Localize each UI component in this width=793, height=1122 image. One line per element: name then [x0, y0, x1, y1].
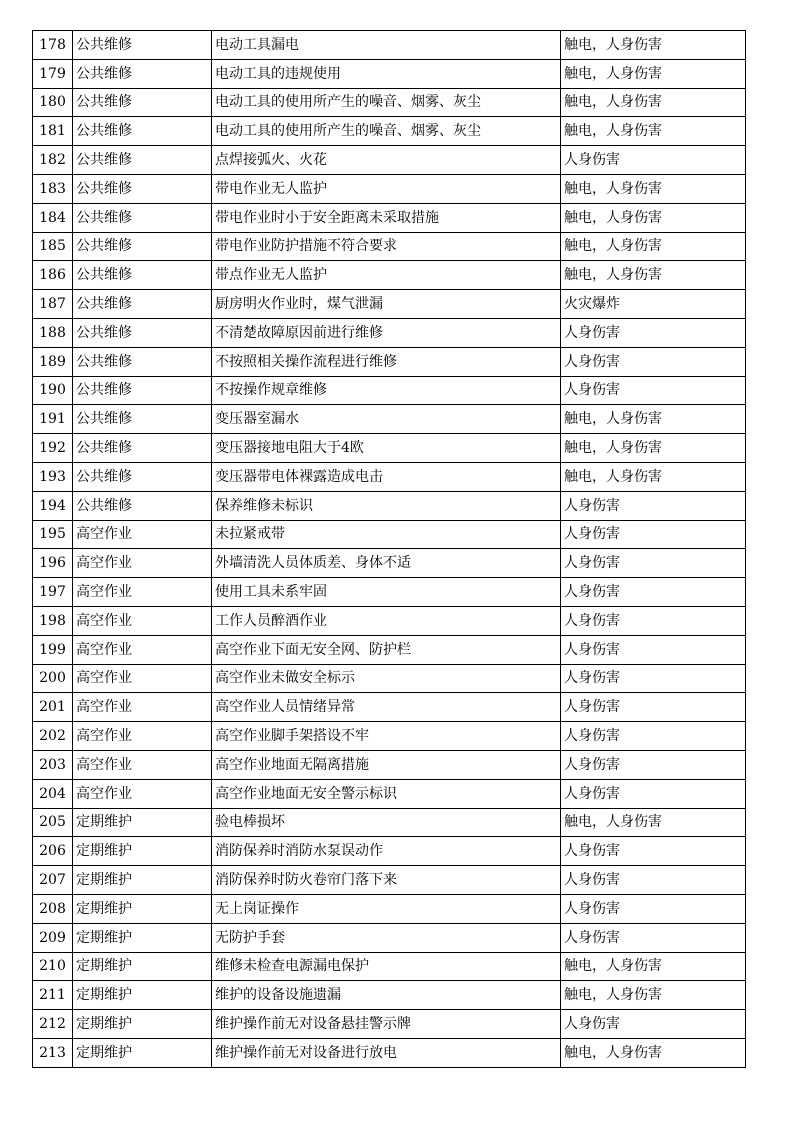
consequence-cell: 人身伤害	[561, 520, 746, 549]
row-number-cell: 196	[33, 549, 73, 578]
consequence-cell: 人身伤害	[561, 779, 746, 808]
table-row	[33, 664, 746, 693]
row-number-cell: 187	[33, 290, 73, 319]
table-row	[33, 117, 746, 146]
hazard-description-cell: 保养维修未标识	[212, 491, 561, 520]
consequence-cell: 人身伤害	[561, 376, 746, 405]
consequence-cell: 人身伤害	[561, 347, 746, 376]
table-row	[33, 31, 746, 60]
consequence-cell: 触电，人身伤害	[561, 59, 746, 88]
consequence-cell: 人身伤害	[561, 635, 746, 664]
category-cell: 公共维修	[73, 203, 212, 232]
category-cell: 公共维修	[73, 146, 212, 175]
table-row	[33, 722, 746, 751]
row-number-cell: 205	[33, 808, 73, 837]
row-number-cell: 181	[33, 117, 73, 146]
hazard-description-cell: 带电作业防护措施不符合要求	[212, 232, 561, 261]
row-number-cell: 194	[33, 491, 73, 520]
hazard-description-cell: 电动工具的使用所产生的噪音、烟雾、灰尘	[212, 117, 561, 146]
hazard-description-cell: 外墙清洗人员体质差、身体不适	[212, 549, 561, 578]
row-number-cell: 180	[33, 88, 73, 117]
consequence-cell: 触电，人身伤害	[561, 174, 746, 203]
row-number-cell: 197	[33, 578, 73, 607]
category-cell: 定期维护	[73, 1010, 212, 1039]
hazard-description-cell: 无上岗证操作	[212, 894, 561, 923]
row-number-cell: 213	[33, 1038, 73, 1067]
consequence-cell: 人身伤害	[561, 578, 746, 607]
hazard-description-cell: 高空作业未做安全标示	[212, 664, 561, 693]
row-number-cell: 182	[33, 146, 73, 175]
hazard-description-cell: 工作人员醉酒作业	[212, 606, 561, 635]
hazard-description-cell: 厨房明火作业时，煤气泄漏	[212, 290, 561, 319]
hazard-description-cell: 验电棒损坏	[212, 808, 561, 837]
table-row	[33, 59, 746, 88]
table-row	[33, 837, 746, 866]
consequence-cell: 人身伤害	[561, 549, 746, 578]
hazard-description-cell: 维护操作前无对设备进行放电	[212, 1038, 561, 1067]
row-number-cell: 190	[33, 376, 73, 405]
hazard-description-cell: 带电作业时小于安全距离未采取措施	[212, 203, 561, 232]
hazard-description-cell: 电动工具的使用所产生的噪音、烟雾、灰尘	[212, 88, 561, 117]
table-row	[33, 549, 746, 578]
category-cell: 公共维修	[73, 290, 212, 319]
table-row	[33, 981, 746, 1010]
table-row	[33, 290, 746, 319]
table-row	[33, 1038, 746, 1067]
hazard-description-cell: 维护操作前无对设备悬挂警示牌	[212, 1010, 561, 1039]
table-row	[33, 491, 746, 520]
consequence-cell: 人身伤害	[561, 606, 746, 635]
row-number-cell: 210	[33, 952, 73, 981]
hazard-description-cell: 电动工具漏电	[212, 31, 561, 60]
category-cell: 定期维护	[73, 894, 212, 923]
hazard-description-cell: 高空作业地面无安全警示标识	[212, 779, 561, 808]
table-row	[33, 635, 746, 664]
consequence-cell: 人身伤害	[561, 693, 746, 722]
table-row	[33, 405, 746, 434]
hazard-description-cell: 高空作业下面无安全网、防护栏	[212, 635, 561, 664]
row-number-cell: 206	[33, 837, 73, 866]
category-cell: 公共维修	[73, 462, 212, 491]
consequence-cell: 触电，人身伤害	[561, 808, 746, 837]
hazard-description-cell: 维修未检查电源漏电保护	[212, 952, 561, 981]
consequence-cell: 触电，人身伤害	[561, 405, 746, 434]
table-row	[33, 520, 746, 549]
table-row	[33, 376, 746, 405]
row-number-cell: 202	[33, 722, 73, 751]
consequence-cell: 人身伤害	[561, 923, 746, 952]
hazard-description-cell: 高空作业人员情绪异常	[212, 693, 561, 722]
table-row	[33, 261, 746, 290]
table-row	[33, 203, 746, 232]
row-number-cell: 184	[33, 203, 73, 232]
category-cell: 高空作业	[73, 693, 212, 722]
hazard-description-cell: 带点作业无人监护	[212, 261, 561, 290]
table-row	[33, 232, 746, 261]
hazard-description-cell: 高空作业地面无隔离措施	[212, 750, 561, 779]
hazard-description-cell: 电动工具的违规使用	[212, 59, 561, 88]
category-cell: 高空作业	[73, 549, 212, 578]
hazard-description-cell: 不清楚故障原因前进行维修	[212, 318, 561, 347]
table-row	[33, 146, 746, 175]
consequence-cell: 人身伤害	[561, 866, 746, 895]
hazard-description-cell: 高空作业脚手架搭设不牢	[212, 722, 561, 751]
row-number-cell: 211	[33, 981, 73, 1010]
category-cell: 公共维修	[73, 59, 212, 88]
category-cell: 高空作业	[73, 606, 212, 635]
row-number-cell: 186	[33, 261, 73, 290]
hazard-description-cell: 无防护手套	[212, 923, 561, 952]
row-number-cell: 188	[33, 318, 73, 347]
hazard-description-cell: 消防保养时消防水泵误动作	[212, 837, 561, 866]
hazard-description-cell: 未拉紧戒带	[212, 520, 561, 549]
category-cell: 高空作业	[73, 779, 212, 808]
table-row	[33, 347, 746, 376]
consequence-cell: 触电，人身伤害	[561, 31, 746, 60]
consequence-cell: 人身伤害	[561, 894, 746, 923]
category-cell: 定期维护	[73, 952, 212, 981]
row-number-cell: 195	[33, 520, 73, 549]
consequence-cell: 触电，人身伤害	[561, 462, 746, 491]
category-cell: 公共维修	[73, 174, 212, 203]
table-row	[33, 606, 746, 635]
table-row	[33, 693, 746, 722]
row-number-cell: 207	[33, 866, 73, 895]
category-cell: 公共维修	[73, 31, 212, 60]
consequence-cell: 人身伤害	[561, 1010, 746, 1039]
category-cell: 公共维修	[73, 434, 212, 463]
category-cell: 定期维护	[73, 923, 212, 952]
row-number-cell: 179	[33, 59, 73, 88]
row-number-cell: 199	[33, 635, 73, 664]
row-number-cell: 198	[33, 606, 73, 635]
category-cell: 高空作业	[73, 750, 212, 779]
consequence-cell: 触电，人身伤害	[561, 981, 746, 1010]
hazard-table-body	[33, 31, 746, 1068]
table-row	[33, 750, 746, 779]
row-number-cell: 212	[33, 1010, 73, 1039]
hazard-description-cell: 变压器室漏水	[212, 405, 561, 434]
category-cell: 公共维修	[73, 232, 212, 261]
table-row	[33, 779, 746, 808]
category-cell: 高空作业	[73, 520, 212, 549]
category-cell: 高空作业	[73, 578, 212, 607]
consequence-cell: 触电，人身伤害	[561, 952, 746, 981]
hazard-description-cell: 点焊接弧火、火花	[212, 146, 561, 175]
category-cell: 公共维修	[73, 405, 212, 434]
category-cell: 定期维护	[73, 1038, 212, 1067]
row-number-cell: 189	[33, 347, 73, 376]
category-cell: 公共维修	[73, 376, 212, 405]
hazard-table	[32, 30, 746, 1068]
table-row	[33, 462, 746, 491]
consequence-cell: 触电，人身伤害	[561, 261, 746, 290]
consequence-cell: 人身伤害	[561, 722, 746, 751]
row-number-cell: 203	[33, 750, 73, 779]
table-row	[33, 1010, 746, 1039]
category-cell: 定期维护	[73, 808, 212, 837]
hazard-description-cell: 消防保养时防火卷帘门落下来	[212, 866, 561, 895]
category-cell: 定期维护	[73, 837, 212, 866]
table-row	[33, 866, 746, 895]
category-cell: 高空作业	[73, 664, 212, 693]
hazard-description-cell: 带电作业无人监护	[212, 174, 561, 203]
category-cell: 定期维护	[73, 866, 212, 895]
category-cell: 定期维护	[73, 981, 212, 1010]
category-cell: 公共维修	[73, 261, 212, 290]
category-cell: 高空作业	[73, 722, 212, 751]
table-row	[33, 578, 746, 607]
category-cell: 公共维修	[73, 318, 212, 347]
consequence-cell: 触电，人身伤害	[561, 434, 746, 463]
table-row	[33, 434, 746, 463]
row-number-cell: 204	[33, 779, 73, 808]
category-cell: 公共维修	[73, 347, 212, 376]
consequence-cell: 火灾爆炸	[561, 290, 746, 319]
table-row	[33, 88, 746, 117]
table-row	[33, 808, 746, 837]
category-cell: 高空作业	[73, 635, 212, 664]
hazard-description-cell: 不按照相关操作流程进行维修	[212, 347, 561, 376]
consequence-cell: 人身伤害	[561, 491, 746, 520]
consequence-cell: 触电，人身伤害	[561, 203, 746, 232]
table-row	[33, 923, 746, 952]
category-cell: 公共维修	[73, 88, 212, 117]
hazard-description-cell: 变压器接地电阻大于4欧	[212, 434, 561, 463]
hazard-description-cell: 不按操作规章维修	[212, 376, 561, 405]
row-number-cell: 201	[33, 693, 73, 722]
row-number-cell: 193	[33, 462, 73, 491]
row-number-cell: 208	[33, 894, 73, 923]
consequence-cell: 人身伤害	[561, 750, 746, 779]
consequence-cell: 触电，人身伤害	[561, 88, 746, 117]
consequence-cell: 触电，人身伤害	[561, 232, 746, 261]
consequence-cell: 人身伤害	[561, 318, 746, 347]
hazard-table-sheet	[32, 30, 745, 1068]
consequence-cell: 人身伤害	[561, 146, 746, 175]
table-row	[33, 952, 746, 981]
consequence-cell: 触电，人身伤害	[561, 1038, 746, 1067]
hazard-description-cell: 维护的设备设施遗漏	[212, 981, 561, 1010]
table-row	[33, 318, 746, 347]
hazard-description-cell: 使用工具未系牢固	[212, 578, 561, 607]
row-number-cell: 200	[33, 664, 73, 693]
category-cell: 公共维修	[73, 491, 212, 520]
row-number-cell: 191	[33, 405, 73, 434]
table-row	[33, 894, 746, 923]
row-number-cell: 185	[33, 232, 73, 261]
row-number-cell: 209	[33, 923, 73, 952]
category-cell: 公共维修	[73, 117, 212, 146]
row-number-cell: 183	[33, 174, 73, 203]
row-number-cell: 192	[33, 434, 73, 463]
consequence-cell: 触电，人身伤害	[561, 117, 746, 146]
hazard-description-cell: 变压器带电体裸露造成电击	[212, 462, 561, 491]
table-row	[33, 174, 746, 203]
consequence-cell: 人身伤害	[561, 664, 746, 693]
consequence-cell: 人身伤害	[561, 837, 746, 866]
row-number-cell: 178	[33, 31, 73, 60]
